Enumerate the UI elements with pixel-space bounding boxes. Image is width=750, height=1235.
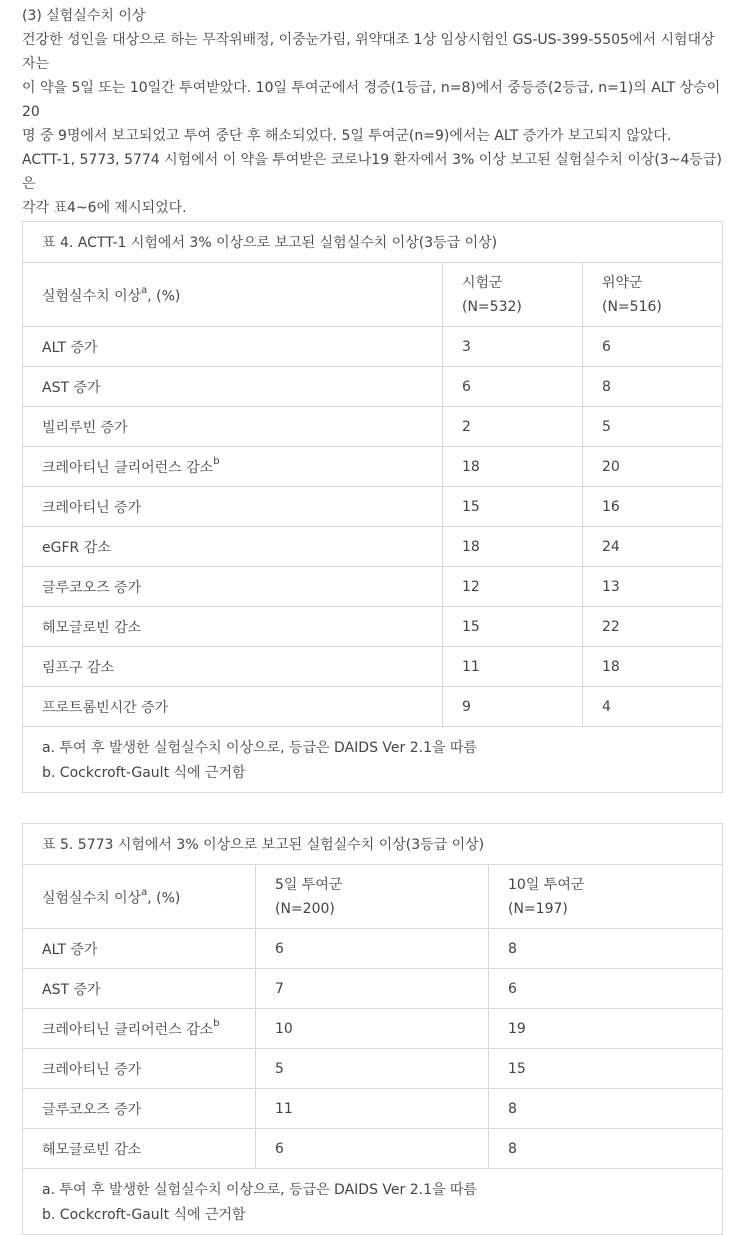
value-cell: 5	[256, 1049, 489, 1089]
value-cell: 3	[443, 327, 583, 367]
intro-line: 이 약을 5일 또는 10일간 투여받았다. 10일 투여군에서 경증(1등급, n=8)에서 중등증(2등급, n=1)의 ALT 상승이 20	[22, 80, 721, 120]
intro-line: 건강한 성인을 대상으로 하는 무작위배정, 이중눈가림, 위약대조 1상 임상시험인 GS-US-399-5505에서 시험대상자는	[22, 32, 715, 72]
value-cell: 10	[256, 1009, 489, 1049]
lab-table-actt1	[22, 221, 723, 793]
value-cell: 8	[583, 367, 723, 407]
section-heading: (3) 실험실수치 이상	[22, 8, 146, 24]
value-cell: 18	[443, 527, 583, 567]
table-row	[23, 327, 723, 367]
value-cell: 15	[443, 487, 583, 527]
value-cell: 11	[443, 647, 583, 687]
value-cell: 6	[256, 1129, 489, 1169]
value-cell: 16	[583, 487, 723, 527]
footnote-a: a. 투여 후 발생한 실험실수치 이상으로, 등급은 DAIDS Ver 2.1을 따름	[42, 1181, 478, 1198]
row-label: 헤모글로빈 감소	[23, 1129, 256, 1169]
table-footnotes	[23, 727, 723, 793]
value-cell: 9	[443, 687, 583, 727]
intro-line: 명 중 9명에서 보고되었고 투여 중단 후 해소되었다. 5일 투여군(n=9)에서는 ALT 증가가 보고되지 않았다.	[22, 128, 672, 144]
table-body	[23, 929, 723, 1169]
value-cell: 12	[443, 567, 583, 607]
value-cell: 5	[583, 407, 723, 447]
row-label: 빌리루빈 증가	[23, 407, 443, 447]
table-row	[23, 567, 723, 607]
column-header-10day: 10일 투여군 (N=197)	[489, 865, 723, 929]
value-cell: 8	[489, 1089, 723, 1129]
column-header-placebo: 위약군 (N=516)	[583, 263, 723, 327]
table-row	[23, 1009, 723, 1049]
table-row	[23, 607, 723, 647]
table-row	[23, 1129, 723, 1169]
intro-line: 각각 표4~6에 제시되었다.	[22, 200, 187, 216]
row-label: ALT 증가	[23, 327, 443, 367]
lab-table-5773	[22, 823, 723, 1235]
table-footnotes	[23, 1169, 723, 1235]
column-header-5day: 5일 투여군 (N=200)	[256, 865, 489, 929]
row-label: ALT 증가	[23, 929, 256, 969]
value-cell: 24	[583, 527, 723, 567]
value-cell: 8	[489, 929, 723, 969]
table-caption: 표 5. 5773 시험에서 3% 이상으로 보고된 실험실수치 이상(3등급 이상)	[23, 824, 723, 865]
row-label: 헤모글로빈 감소	[23, 607, 443, 647]
row-label: AST 증가	[23, 969, 256, 1009]
table-caption: 표 4. ACTT-1 시험에서 3% 이상으로 보고된 실험실수치 이상(3등급 이상)	[23, 222, 723, 263]
row-label: 글루코오즈 증가	[23, 567, 443, 607]
table-row	[23, 407, 723, 447]
footnote-b: b. Cockcroft-Gault 식에 근거함	[42, 764, 246, 781]
footnote-b: b. Cockcroft-Gault 식에 근거함	[42, 1206, 246, 1223]
table-row	[23, 527, 723, 567]
value-cell: 6	[489, 969, 723, 1009]
table-row	[23, 367, 723, 407]
value-cell: 20	[583, 447, 723, 487]
row-label: 크레아티닌 클리어런스 감소$^b$	[23, 447, 443, 487]
value-cell: 8	[489, 1129, 723, 1169]
table-body	[23, 327, 723, 727]
table-row	[23, 447, 723, 487]
row-label: 글루코오즈 증가	[23, 1089, 256, 1129]
row-label: 프로트롬빈시간 증가	[23, 687, 443, 727]
table-row	[23, 687, 723, 727]
table-row	[23, 1089, 723, 1129]
table-row	[23, 929, 723, 969]
intro-line: ACTT-1, 5773, 5774 시험에서 이 약을 투여받은 코로나19 환자에서 3% 이상 보고된 실험실수치 이상(3~4등급)은	[22, 152, 722, 192]
value-cell: 13	[583, 567, 723, 607]
value-cell: 19	[489, 1009, 723, 1049]
value-cell: 6	[583, 327, 723, 367]
table-row	[23, 1049, 723, 1089]
value-cell: 22	[583, 607, 723, 647]
row-label: eGFR 감소	[23, 527, 443, 567]
row-label: 크레아티닌 증가	[23, 1049, 256, 1089]
row-label: 크레아티닌 증가	[23, 487, 443, 527]
table-row	[23, 487, 723, 527]
table-row	[23, 969, 723, 1009]
value-cell: 15	[443, 607, 583, 647]
footnote-a: a. 투여 후 발생한 실험실수치 이상으로, 등급은 DAIDS Ver 2.1을 따름	[42, 739, 478, 756]
row-label: 림프구 감소	[23, 647, 443, 687]
intro-section	[22, 4, 728, 220]
value-cell: 2	[443, 407, 583, 447]
row-label: 크레아티닌 클리어런스 감소$^b$	[23, 1009, 256, 1049]
value-cell: 11	[256, 1089, 489, 1129]
value-cell: 18	[443, 447, 583, 487]
column-header-lab: 실험실수치 이상$^a$, (%)	[23, 263, 443, 327]
value-cell: 4	[583, 687, 723, 727]
row-label: AST 증가	[23, 367, 443, 407]
value-cell: 6	[443, 367, 583, 407]
table-row	[23, 647, 723, 687]
column-header-lab: 실험실수치 이상$^a$, (%)	[23, 865, 256, 929]
column-header-treatment: 시험군 (N=532)	[443, 263, 583, 327]
value-cell: 18	[583, 647, 723, 687]
value-cell: 6	[256, 929, 489, 969]
value-cell: 7	[256, 969, 489, 1009]
value-cell: 15	[489, 1049, 723, 1089]
